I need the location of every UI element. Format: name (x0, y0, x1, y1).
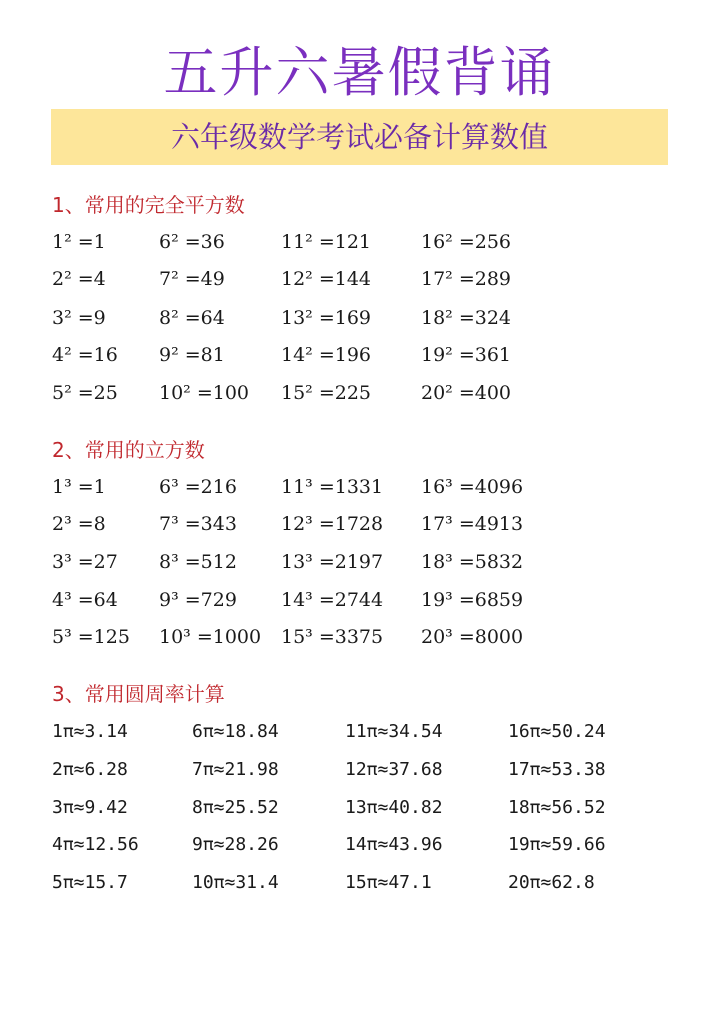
value-cell: 17π≈53.38 (508, 759, 606, 780)
page-title: 五升六暑假背诵 (163, 41, 556, 104)
value-cell: 14π≈43.96 (345, 834, 443, 855)
value-cell: 12π≈37.68 (345, 759, 443, 780)
table-row (0, 587, 719, 613)
section-heading-pi: 3、常用圆周率计算 (52, 682, 225, 706)
value-cell: 16π≈50.24 (508, 721, 606, 742)
value-cell: 20² =400 (421, 382, 512, 404)
value-cell: 19³ =6859 (421, 589, 524, 611)
value-cell: 15² =225 (281, 382, 372, 404)
value-cell: 16² =256 (421, 231, 512, 253)
section-heading-cubes: 2、常用的立方数 (52, 438, 205, 462)
value-cell: 20³ =8000 (421, 626, 524, 648)
table-row (0, 229, 719, 255)
value-cell: 14² =196 (281, 344, 372, 366)
subtitle-banner: 六年级数学考试必备计算数值 (51, 109, 668, 165)
value-cell: 7² =49 (159, 268, 225, 290)
value-cell: 1² =1 (52, 231, 106, 253)
value-cell: 3π≈9.42 (52, 797, 128, 818)
value-cell: 19² =361 (421, 344, 512, 366)
value-cell: 5² =25 (52, 382, 118, 404)
value-cell: 10² =100 (159, 382, 250, 404)
value-cell: 14³ =2744 (281, 589, 384, 611)
table-row (0, 757, 719, 783)
table-row (0, 342, 719, 368)
value-cell: 11π≈34.54 (345, 721, 443, 742)
value-cell: 11² =121 (281, 231, 372, 253)
table-row (0, 266, 719, 292)
value-cell: 19π≈59.66 (508, 834, 606, 855)
value-cell: 3² =9 (52, 307, 106, 329)
value-cell: 13π≈40.82 (345, 797, 443, 818)
value-cell: 2π≈6.28 (52, 759, 128, 780)
value-cell: 20π≈62.8 (508, 872, 595, 893)
table-row (0, 474, 719, 500)
value-cell: 1π≈3.14 (52, 721, 128, 742)
value-cell: 16³ =4096 (421, 476, 524, 498)
value-cell: 9² =81 (159, 344, 225, 366)
value-cell: 7π≈21.98 (192, 759, 279, 780)
value-cell: 15π≈47.1 (345, 872, 432, 893)
value-cell: 8³ =512 (159, 551, 237, 573)
value-cell: 18² =324 (421, 307, 512, 329)
value-cell: 10π≈31.4 (192, 872, 279, 893)
section-heading-squares: 1、常用的完全平方数 (52, 193, 245, 217)
table-row (0, 719, 719, 745)
value-cell: 1³ =1 (52, 476, 106, 498)
value-cell: 17³ =4913 (421, 513, 524, 535)
value-cell: 8² =64 (159, 307, 225, 329)
value-cell: 12² =144 (281, 268, 372, 290)
table-row (0, 795, 719, 821)
table-row (0, 511, 719, 537)
value-cell: 4³ =64 (52, 589, 118, 611)
value-cell: 15³ =3375 (281, 626, 384, 648)
value-cell: 12³ =1728 (281, 513, 384, 535)
value-cell: 9π≈28.26 (192, 834, 279, 855)
value-cell: 8π≈25.52 (192, 797, 279, 818)
value-cell: 6π≈18.84 (192, 721, 279, 742)
value-cell: 6³ =216 (159, 476, 237, 498)
value-cell: 4² =16 (52, 344, 118, 366)
value-cell: 7³ =343 (159, 513, 237, 535)
value-cell: 2³ =8 (52, 513, 106, 535)
table-row (0, 870, 719, 896)
value-cell: 13³ =2197 (281, 551, 384, 573)
value-cell: 3³ =27 (52, 551, 118, 573)
table-row (0, 380, 719, 406)
value-cell: 17² =289 (421, 268, 512, 290)
table-row (0, 305, 719, 331)
value-cell: 18³ =5832 (421, 551, 524, 573)
value-cell: 11³ =1331 (281, 476, 384, 498)
table-row (0, 624, 719, 650)
value-cell: 18π≈56.52 (508, 797, 606, 818)
value-cell: 9³ =729 (159, 589, 237, 611)
table-row (0, 549, 719, 575)
value-cell: 13² =169 (281, 307, 372, 329)
value-cell: 10³ =1000 (159, 626, 262, 648)
value-cell: 5³ =125 (52, 626, 130, 648)
value-cell: 6² =36 (159, 231, 225, 253)
value-cell: 5π≈15.7 (52, 872, 128, 893)
value-cell: 2² =4 (52, 268, 106, 290)
value-cell: 4π≈12.56 (52, 834, 139, 855)
table-row (0, 832, 719, 858)
